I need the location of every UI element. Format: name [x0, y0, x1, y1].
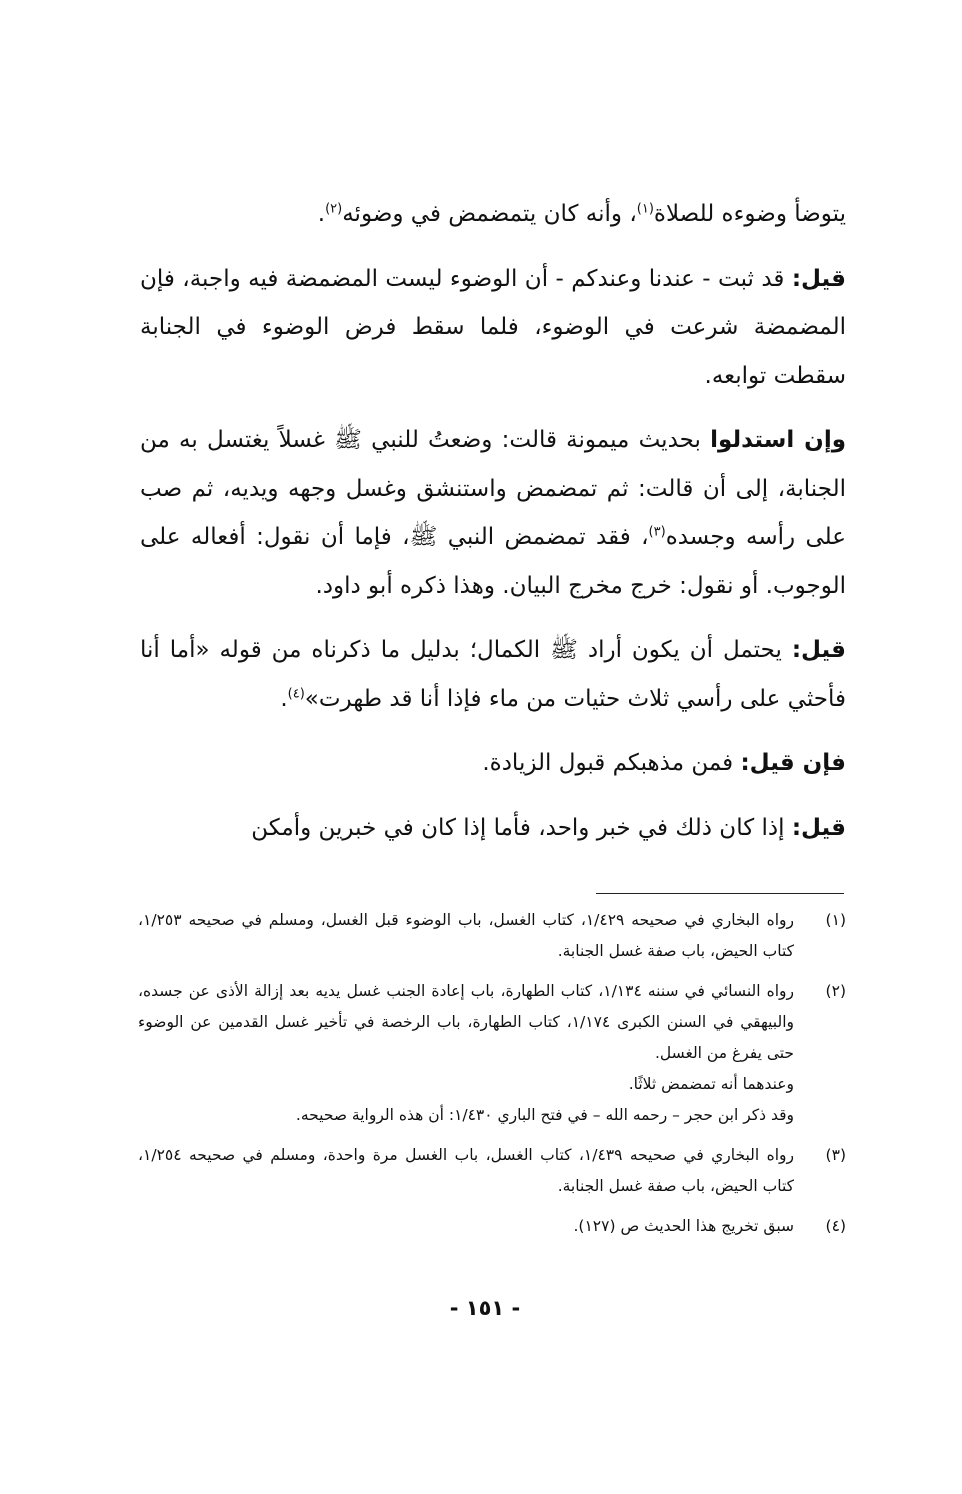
text: إذا كان ذلك في خبر واحد، فأما إذا كان في خبرين وأمكن [251, 814, 792, 841]
footnote-line: رواه النسائي في سننه ١/١٣٤، كتاب الطهارة، باب إعادة الجنب غسل يديه بعد إزالة الأذى عن جسده، والبيهقي في السنن الكبرى ١/١٧٤، كتاب الطهارة، باب الرخصة في تأخير غسل القدمين عن الوضوء حتى يفرغ من الغسل. [138, 982, 795, 1062]
footnotes [138, 905, 846, 1251]
paragraph-lead: قيل: [791, 814, 846, 841]
footnote-number: (٢) [825, 982, 846, 1000]
text: ، فقد تمضمض النبي ﷺ، فإما أن نقول: أفعاله على الوجوب. أو نقول: خرج مخرج البيان. وهذا ذكره أبو داود. [140, 524, 846, 599]
text: . [317, 201, 326, 227]
paragraph-3 [140, 416, 846, 610]
footnote-1 [138, 905, 846, 967]
footnote-body [138, 1140, 794, 1202]
paragraph-lead: قيل: [791, 637, 846, 663]
footnote-line: وعندهما أنه تمضمض ثلاثًا. [628, 1075, 794, 1093]
text: يتوضأ وضوءه للصلاة [653, 201, 846, 227]
footnote-line: سبق تخريج هذا الحديث ص (١٢٧). [573, 1217, 794, 1235]
text: قد ثبت - عندنا وعندكم - أن الوضوء ليست المضمضة فيه واجبة، فإن المضمضة شرعت في الوضوء، فلما سقط فرض الوضوء في الجنابة سقطت توابعه. [140, 265, 846, 389]
paragraph-1 [140, 190, 846, 239]
footnote-line: رواه البخاري في صحيحه ١/٤٢٩، كتاب الغسل، باب الوضوء قبل الغسل، ومسلم في صحيحه ١/٢٥٣، كتاب الحيض، باب صفة غسل الجنابة. [138, 911, 794, 960]
footnote-body [138, 1211, 794, 1242]
footnote-line: رواه البخاري في صحيحه ١/٤٣٩، كتاب الغسل، باب الغسل مرة واحدة، ومسلم في صحيحه ١/٢٥٤، كتاب الحيض، باب صفة غسل الجنابة. [138, 1146, 794, 1195]
footnote-ref-3[interactable]: (٣) [648, 524, 666, 540]
text: فمن مذهبكم قبول الزيادة. [482, 750, 741, 776]
paragraph-2 [140, 255, 846, 401]
paragraph-lead: قيل: [791, 265, 846, 292]
paragraph-lead: وإن استدلوا [710, 427, 846, 453]
footnote-ref-1[interactable]: (١) [636, 201, 654, 217]
paragraph-6 [140, 804, 846, 853]
footnote-body [138, 905, 794, 967]
text: بحديث ميمونة قالت: وضعتُ للنبي ﷺ غسلاً يغتسل به من الجنابة، إلى أن قالت: ثم تمضمض واستنشق وغسل وجهه ويديه، ثم صب على رأسه وجسده [140, 427, 846, 550]
main-text [140, 190, 846, 868]
footnote-line: وقد ذكر ابن حجر – رحمه الله – في فتح الباري ١/٤٣٠: أن هذه الرواية صحيحه. [295, 1106, 794, 1124]
text: ، وأنه كان يتمضمض في وضوئه [342, 201, 637, 227]
footnote-ref-4[interactable]: (٤) [287, 685, 305, 701]
footnote-body [138, 976, 794, 1131]
text: . [280, 685, 288, 712]
footnote-number: (٤) [825, 1217, 846, 1235]
footnote-ref-2[interactable]: (٢) [325, 201, 343, 217]
footnote-number: (٣) [825, 1146, 846, 1164]
footnote-divider [596, 893, 844, 894]
text: يحتمل أن يكون أراد ﷺ الكمال؛ بدليل ما ذكرناه من قوله «أما أنا فأحثي على رأسي ثلاث حثيات من ماء فإذا أنا قد طهرت» [140, 637, 846, 712]
paragraph-lead: فإن قيل: [740, 750, 846, 776]
footnote-4 [138, 1211, 846, 1242]
paragraph-5 [140, 739, 846, 788]
footnote-number: (١) [825, 911, 846, 929]
footnote-2 [138, 976, 846, 1131]
footnote-3 [138, 1140, 846, 1202]
paragraph-4 [140, 626, 846, 723]
page-number: - ١٥١ - [449, 1296, 521, 1320]
